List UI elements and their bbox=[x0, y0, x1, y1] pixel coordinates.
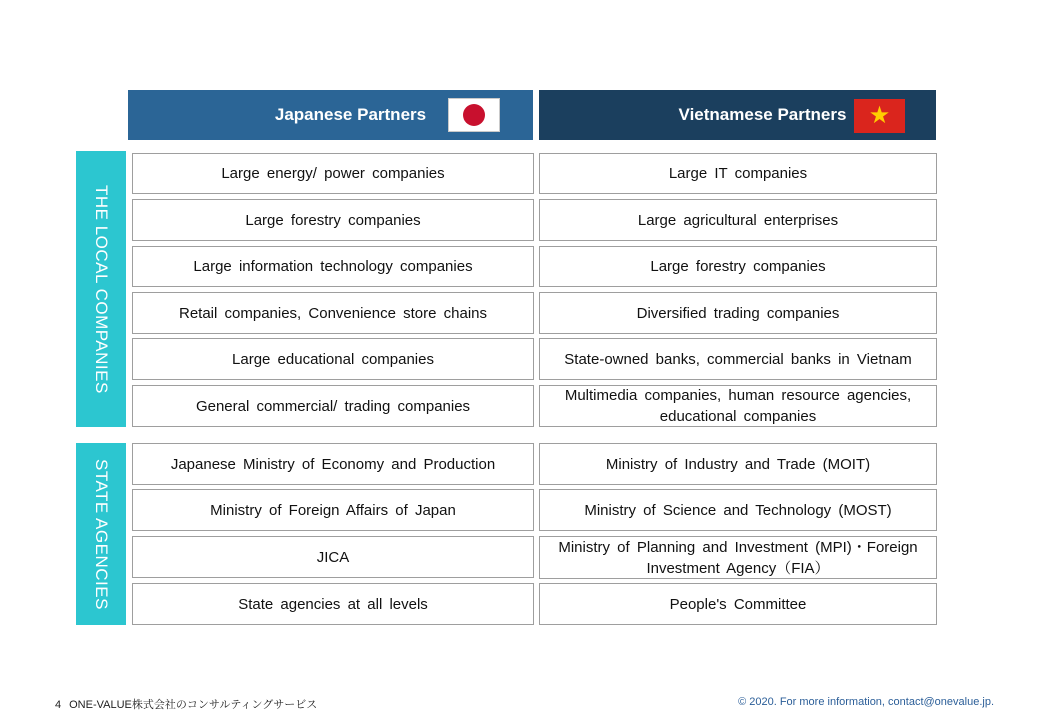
vietnam-flag-icon: ★ bbox=[854, 99, 905, 133]
footer-left bbox=[55, 696, 317, 712]
local-vn-cell: Diversified trading companies bbox=[539, 292, 937, 334]
local-jp-cell: Large educational companies bbox=[132, 338, 534, 380]
local-vn-cell: State-owned banks, commercial banks in Vietnam bbox=[539, 338, 937, 380]
local-vn-cell: Large agricultural enterprises bbox=[539, 199, 937, 241]
local-jp-cell: Large forestry companies bbox=[132, 199, 534, 241]
local-jp-cell: Large energy/ power companies bbox=[132, 153, 534, 194]
vietnamese-partners-title: Vietnamese Partners bbox=[678, 105, 847, 124]
local-jp-cell: Retail companies, Convenience store chains bbox=[132, 292, 534, 334]
local-vn-cell: Multimedia companies, human resource agencies, educational companies bbox=[539, 385, 937, 427]
state-vn-cell: Ministry of Industry and Trade (MOIT) bbox=[539, 443, 937, 485]
state-agencies-text: STATE AGENCIES bbox=[92, 458, 111, 610]
state-vn-cell: Ministry of Planning and Investment (MPI)・Foreign Investment Agency（FIA） bbox=[539, 536, 937, 579]
state-vn-cell: Ministry of Science and Technology (MOST) bbox=[539, 489, 937, 531]
page-number: 4 bbox=[55, 699, 62, 711]
footer-copyright: © 2020. For more information, contact@onevalue.jp. bbox=[738, 696, 994, 708]
local-jp-cell: General commercial/ trading companies bbox=[132, 385, 534, 427]
local-companies-text: THE LOCAL COMPANIES bbox=[92, 184, 111, 394]
local-vn-cell: Large IT companies bbox=[539, 153, 937, 194]
local-jp-cell: Large information technology companies bbox=[132, 246, 534, 287]
state-jp-cell: Japanese Ministry of Economy and Production bbox=[132, 443, 534, 485]
japanese-partners-title: Japanese Partners bbox=[274, 105, 427, 124]
local-vn-cell: Large forestry companies bbox=[539, 246, 937, 287]
local-companies-label bbox=[76, 151, 126, 427]
state-jp-cell: JICA bbox=[132, 536, 534, 578]
state-jp-cell: Ministry of Foreign Affairs of Japan bbox=[132, 489, 534, 531]
japan-flag-icon bbox=[448, 98, 500, 132]
footer-company: ONE-VALUE株式会社のコンサルティングサービス bbox=[69, 699, 318, 711]
state-jp-cell: State agencies at all levels bbox=[132, 583, 534, 625]
state-vn-cell: People's Committee bbox=[539, 583, 937, 625]
state-agencies-label bbox=[76, 443, 126, 625]
